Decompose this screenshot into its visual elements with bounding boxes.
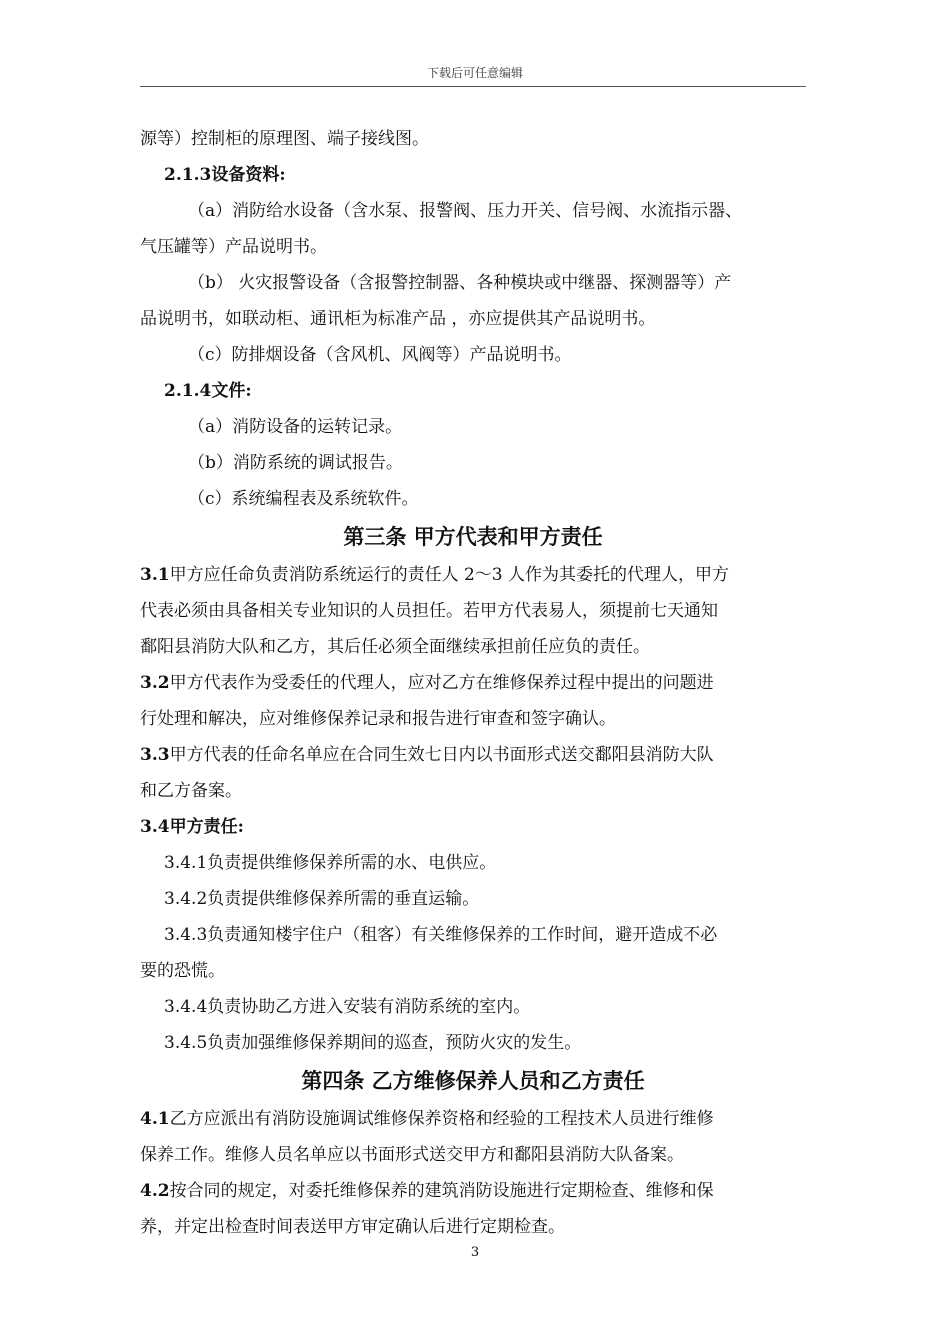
text-line: （a）消防设备的运转记录。 <box>188 417 403 437</box>
subsection-label: 3.4甲方责任: <box>140 817 244 837</box>
text-line: 3.4.3负责通知楼宇住户（租客）有关维修保养的工作时间，避开造成不必 <box>164 925 718 945</box>
clause-number: 3.3 <box>140 745 170 765</box>
numbered-paragraph <box>140 1101 806 1137</box>
text-line: 源等）控制柜的原理图、端子接线图。 <box>140 129 429 149</box>
text-line: 代表必须由具备相关专业知识的人员担任。若甲方代表易人，须提前七天通知 <box>140 601 718 621</box>
text-line: （c）系统编程表及系统软件。 <box>188 489 419 509</box>
numbered-paragraph <box>140 557 806 593</box>
numbered-paragraph <box>140 665 806 701</box>
clause-number: 4.1 <box>140 1109 170 1129</box>
clause-text: 乙方应派出有消防设施调试维修保养资格和经验的工程技术人员进行维修 <box>169 1109 714 1129</box>
text-line: （a）消防给水设备（含水泵、报警阀、压力开关、信号阀、水流指示器、 <box>188 201 743 221</box>
clause-text: 甲方代表作为受委任的代理人，应对乙方在维修保养过程中提出的问题进 <box>169 673 714 693</box>
text-line: （c）防排烟设备（含风机、风阀等）产品说明书。 <box>188 345 572 365</box>
section-heading: 第四条 乙方维修保养人员和乙方责任 <box>301 1068 645 1093</box>
text-line: 气压罐等）产品说明书。 <box>140 237 327 257</box>
clause-number: 4.2 <box>140 1181 170 1201</box>
document-body <box>140 121 806 1245</box>
subsection-label: 2.1.4文件: <box>164 381 252 401</box>
text-line: 3.4.1负责提供维修保养所需的水、电供应。 <box>164 853 497 873</box>
text-line: 养，并定出检查时间表送甲方审定确认后进行定期检查。 <box>140 1217 565 1237</box>
numbered-paragraph <box>140 1173 806 1209</box>
clause-text: 甲方代表的任命名单应在合同生效七日内以书面形式送交鄱阳县消防大队 <box>169 745 714 765</box>
text-line: （b） 火灾报警设备（含报警控制器、各种模块或中继器、探测器等）产 <box>188 273 732 293</box>
text-line: 要的恐慌。 <box>140 961 225 981</box>
page-number: 3 <box>470 1245 480 1260</box>
subsection-label: 2.1.3设备资料: <box>164 165 286 185</box>
header-rule <box>140 86 806 87</box>
text-line: 行处理和解决，应对维修保养记录和报告进行审查和签字确认。 <box>140 709 616 729</box>
text-line: 鄱阳县消防大队和乙方，其后任必须全面继续承担前任应负的责任。 <box>140 637 650 657</box>
text-line: 和乙方备案。 <box>140 781 242 801</box>
clause-number: 3.1 <box>140 565 170 585</box>
text-line: （b）消防系统的调试报告。 <box>188 453 403 473</box>
text-line: 3.4.2负责提供维修保养所需的垂直运输。 <box>164 889 480 909</box>
text-line: 品说明书，如联动柜、通讯柜为标准产品 ，亦应提供其产品说明书。 <box>140 309 656 329</box>
text-line: 3.4.5负责加强维修保养期间的巡查，预防火灾的发生。 <box>164 1033 582 1053</box>
clause-text: 按合同的规定，对委托维修保养的建筑消防设施进行定期检查、维修和保 <box>169 1181 714 1201</box>
clause-number: 3.2 <box>140 673 170 693</box>
clause-text: 甲方应任命负责消防系统运行的责任人 2～3 人作为其委托的代理人，甲方 <box>169 565 730 585</box>
numbered-paragraph <box>140 737 806 773</box>
page-header: 下载后可任意编辑 <box>426 66 523 80</box>
text-line: 3.4.4负责协助乙方进入安装有消防系统的室内。 <box>164 997 531 1017</box>
text-line: 保养工作。维修人员名单应以书面形式送交甲方和鄱阳县消防大队备案。 <box>140 1145 684 1165</box>
section-heading: 第三条 甲方代表和甲方责任 <box>343 524 603 549</box>
